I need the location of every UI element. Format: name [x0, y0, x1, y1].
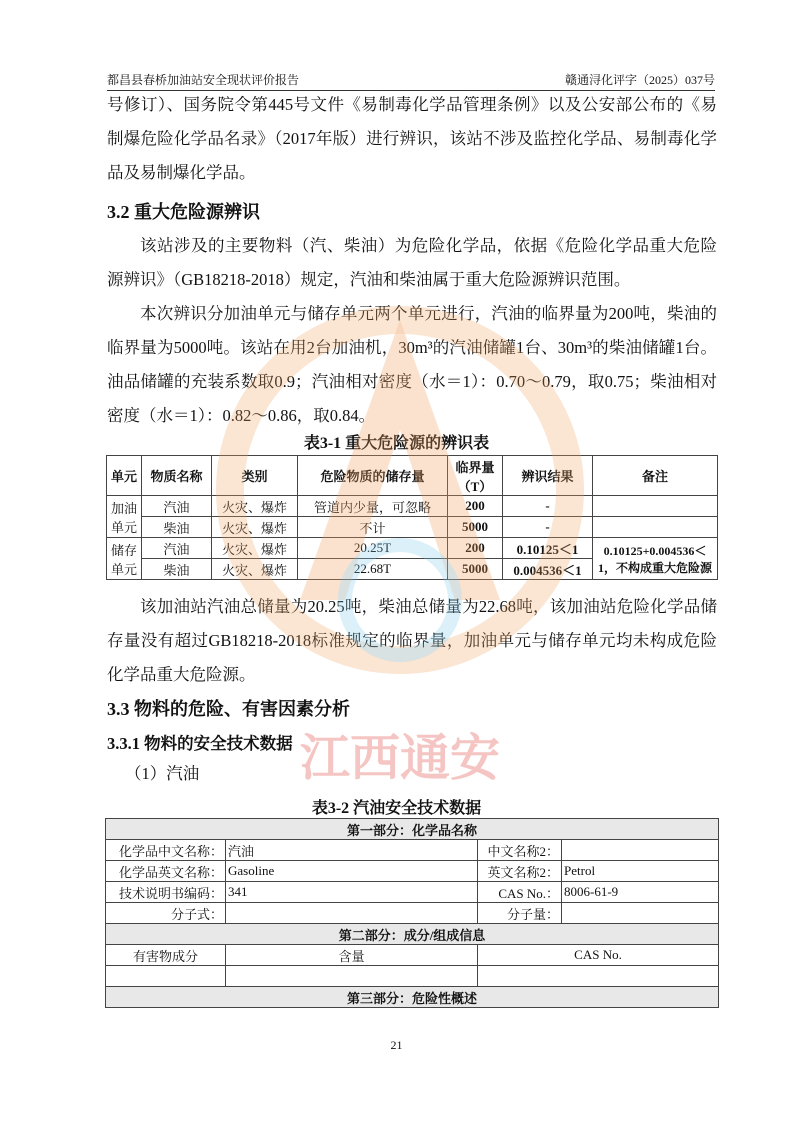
cell: 火灾、爆炸 [212, 538, 298, 559]
table-caption: 表3-2 汽油安全技术数据 [311, 800, 482, 817]
cell: 5000 [447, 517, 502, 538]
table-row [106, 882, 719, 903]
paragraph: 该站涉及的主要物料（汽、柴油）为危险化学品，依据《危险化学品重大危险源辨识》（GB18218-2018）规定，汽油和柴油属于重大危险源辨识范围。 [107, 236, 717, 289]
gasoline-data-table [105, 818, 719, 1008]
cell: 火灾、爆炸 [212, 559, 298, 580]
table-row [106, 840, 719, 861]
cell: 22.68T [298, 559, 448, 580]
cell: 中文名称2： [478, 840, 562, 861]
table-row [106, 966, 719, 987]
cell: 火灾、爆炸 [212, 517, 298, 538]
cell [593, 517, 718, 538]
cell [562, 840, 719, 861]
col-header: 备注 [593, 456, 718, 496]
cell: Petrol [562, 861, 719, 882]
cell: 分子式： [106, 903, 226, 924]
cell [106, 966, 226, 987]
page-number: 21 [390, 1038, 403, 1052]
watermark-text: 江西通安 [300, 729, 500, 787]
cell: 0.10125+0.004536＜1，不构成重大危险源 [593, 538, 718, 580]
cell: 0.004536＜1 [502, 559, 592, 580]
cell: 不计 [298, 517, 448, 538]
cell [593, 496, 718, 517]
section-heading-3-3: 3.3 物料的危险、有害因素分析 [107, 699, 350, 719]
header-title: 都昌县春桥加油站安全现状评价报告 [107, 73, 300, 87]
header-doc-number: 赣通浔化评字（2025）037号 [564, 73, 715, 87]
cell: 200 [447, 538, 502, 559]
cell: 汽油 [142, 496, 212, 517]
section-heading-3-2: 3.2 重大危险源辨识 [107, 202, 260, 222]
cell: 200 [447, 496, 502, 517]
table-row [106, 903, 719, 924]
cell: 汽油 [142, 538, 212, 559]
cell: 化学品英文名称： [106, 861, 226, 882]
cell [562, 903, 719, 924]
cell: - [502, 517, 592, 538]
cell: 英文名称2： [478, 861, 562, 882]
table-row [106, 945, 719, 966]
subsection-heading: 3.3.1 物料的安全技术数据 [107, 734, 293, 753]
table-row [107, 496, 718, 517]
cell: 汽油 [226, 840, 478, 861]
cell: 0.10125＜1 [502, 538, 592, 559]
cell [226, 966, 478, 987]
paragraph: 本次辨识分加油单元与储存单元两个单元进行，汽油的临界量为200吨，柴油的临界量为5000吨。该站在用2台加油机，30m³的汽油储罐1台、30m³的柴油储罐1台。油品储罐的充装系数取0.9；汽油相对密度（水＝1）：0.70～0.79，取0.75；柴油相对密度（水＝1）：0.82～0.86，取0.84。 [107, 304, 717, 425]
section-row: 第一部分：化学品名称 [106, 819, 719, 840]
cell: 含量 [226, 945, 478, 966]
cell: 技术说明书编码： [106, 882, 226, 903]
col-header: 单元 [107, 456, 142, 496]
cell: 有害物成分 [106, 945, 226, 966]
paragraph: 号修订）、国务院令第445号文件《易制毒化学品管理条例》以及公安部公布的《易制爆危险化学品名录》（2017年版）进行辨识，该站不涉及监控化学品、易制毒化学品及易制爆化学品。 [107, 95, 717, 182]
table-header-row [107, 456, 718, 496]
col-header: 辨识结果 [502, 456, 592, 496]
cell: Gasoline [226, 861, 478, 882]
cell: 管道内少量，可忽略 [298, 496, 448, 517]
cell: 火灾、爆炸 [212, 496, 298, 517]
hazard-table [106, 455, 718, 580]
table-caption: 表3-1 重大危险源的辨识表 [303, 435, 490, 452]
paragraph: 该加油站汽油总储量为20.25吨，柴油总储量为22.68吨，该加油站危险化学品储存量没有超过GB18218-2018标准规定的临界量，加油单元与储存单元均未构成危险化学品重大危险源。 [107, 597, 717, 684]
col-header: 危险物质的储存量 [298, 456, 448, 496]
cell: 柴油 [142, 517, 212, 538]
cell: 8006-61-9 [562, 882, 719, 903]
table-row [107, 517, 718, 538]
cell: 20.25T [298, 538, 448, 559]
cell: 5000 [447, 559, 502, 580]
col-header: 临界量（T） [447, 456, 502, 496]
cell [478, 966, 719, 987]
section-row: 第三部分：危险性概述 [106, 987, 719, 1008]
table-row [107, 538, 718, 559]
cell: 柴油 [142, 559, 212, 580]
cell: CAS No.： [478, 882, 562, 903]
cell: 储存单元 [107, 538, 142, 580]
cell: 加油单元 [107, 496, 142, 538]
col-header: 物质名称 [142, 456, 212, 496]
cell: 化学品中文名称： [106, 840, 226, 861]
cell: 341 [226, 882, 478, 903]
list-item: （1）汽油 [125, 764, 200, 783]
table-row [106, 861, 719, 882]
section-row: 第二部分：成分/组成信息 [106, 924, 719, 945]
cell: - [502, 496, 592, 517]
cell [226, 903, 478, 924]
cell: CAS No. [478, 945, 719, 966]
cell: 分子量： [478, 903, 562, 924]
col-header: 类别 [212, 456, 298, 496]
